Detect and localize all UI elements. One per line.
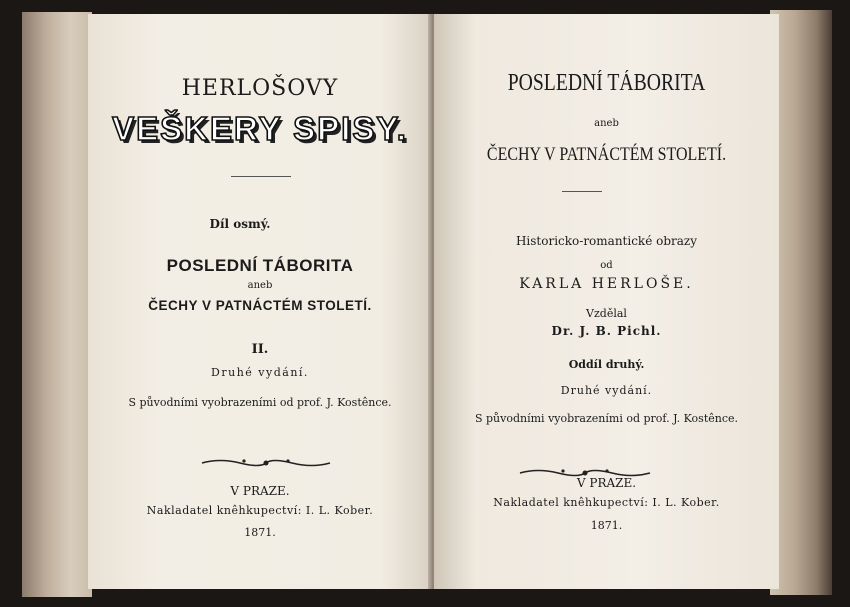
book-title: POSLEDNÍ TÁBORITA xyxy=(166,256,354,275)
illustrations-credit: S původními vyobrazeními od prof. J. Kostênce. xyxy=(474,412,739,425)
genre-label: Historicko-romantické obrazy xyxy=(515,234,698,248)
book-subtitle: ČECHY V PATNÁCTÉM STOLETÍ. xyxy=(486,144,727,165)
book-cover-left-edge xyxy=(22,12,92,597)
publication-year: 1871. xyxy=(590,519,623,532)
publication-place: V PRAZE. xyxy=(230,484,290,498)
illustrations-credit: S původními vyobrazeními od prof. J. Kostênce. xyxy=(128,396,392,409)
book-subtitle: ČECHY V PATNÁCTÉM STOLETÍ. xyxy=(148,298,372,313)
conjunction: aneb xyxy=(594,118,619,129)
edition-label: Druhé vydání. xyxy=(560,384,653,397)
series-title-line2: VEŠKERY SPISY. xyxy=(112,110,408,147)
publisher: Nakladatel knêhkupectví: I. L. Kober. xyxy=(146,504,374,517)
volume-label: Díl osmý. xyxy=(209,217,271,231)
left-page xyxy=(88,14,432,589)
publication-place: V PRAZE. xyxy=(576,476,637,490)
publisher: Nakladatel knêhkupectví: I. L. Kober. xyxy=(493,496,720,509)
book-title: POSLEDNÍ TÁBORITA xyxy=(507,70,706,96)
ornament-flourish xyxy=(200,456,332,470)
editor-name: Dr. J. B. Pichl. xyxy=(551,324,662,338)
edition-label: Druhé vydání. xyxy=(211,366,309,379)
by-label: od xyxy=(600,260,613,271)
series-title-line1: HERLOŠOVY xyxy=(181,76,339,101)
book-cover-right-edge xyxy=(770,10,832,595)
divider xyxy=(231,176,291,177)
author-name: KARLA HERLOŠE. xyxy=(519,276,694,292)
part-label: Oddíl druhý. xyxy=(568,358,645,371)
right-page xyxy=(434,14,779,589)
publication-year: 1871. xyxy=(244,526,276,539)
edited-by-label: Vzdělal xyxy=(586,307,627,320)
divider xyxy=(562,191,602,192)
part-number: II. xyxy=(251,342,269,357)
conjunction: aneb xyxy=(247,280,273,291)
